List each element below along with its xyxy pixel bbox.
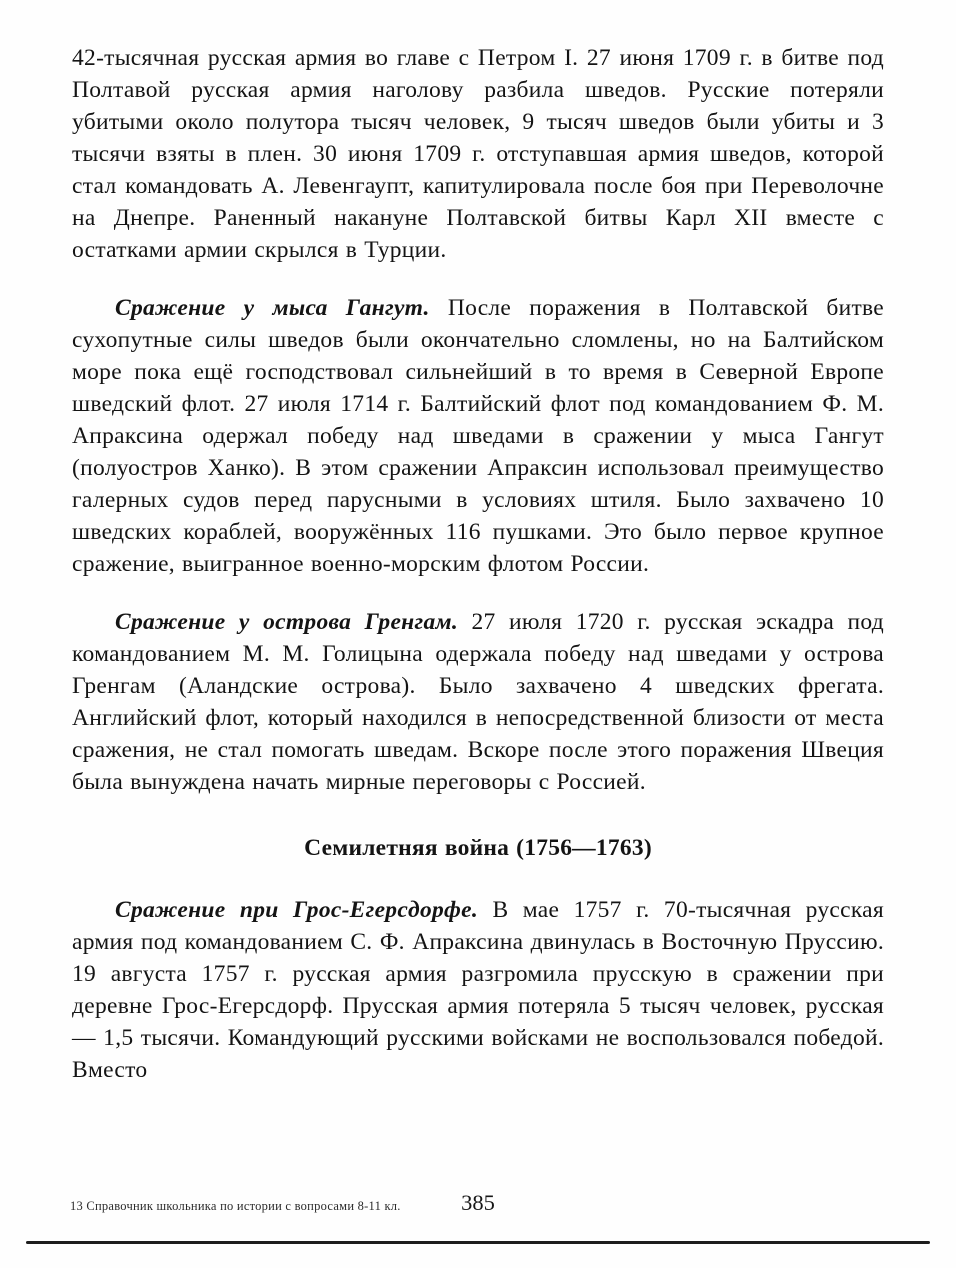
section-heading-seven-years-war: Семилетняя война (1756—1763) — [304, 835, 652, 861]
scan-edge-line — [26, 1241, 930, 1244]
imprint-signature-note: 13 Справочник школьника по истории с вопросами 8-11 кл. — [70, 1199, 401, 1213]
page-number: 385 — [461, 1190, 495, 1215]
paragraph-text: После поражения в Полтавской битве сухопутные силы шведов были окончательно сломлены, но на Балтийском море пока ещё господствовал сильнейший в то время в Северной Европе шведский флот. 27 июля 1714 г. Балтийский флот под командованием Ф. М. Апраксина одержал победу над шведами в сражении у мыса Гангут (полуостров Ханко). В этом сражении Апраксин использовал преимущество галерных судов перед парусными в условиях штиля. Было захвачено 10 шведских кораблей, вооружённых 116 пушками. Это было первое крупное сражение, выигранное военно-морским флотом России. — [72, 295, 884, 577]
paragraph-text: 27 июля 1720 г. русская эскадра под командованием М. М. Голицына одержала победу над шведами у острова Гренгам (Аландские острова). Было захвачено 4 шведских фрегата. Английский флот, который находился в непосредственной близости от места сражения, не стал помогать шведам. Вскоре после этого поражения Швеция была вынуждена начать мирные переговоры с Россией. — [72, 609, 885, 795]
paragraph-poltava-battle — [72, 42, 884, 266]
paragraph-text: В мае 1757 г. 70-тысячная русская армия под командованием С. Ф. Апраксина двинулась в Восточную Пруссию. 19 августа 1757 г. русская армия разгромила прусскую в сражении при деревне Грос-Егерсдорф. Прусская армия потеряла 5 тысяч человек, русская — 1,5 тысячи. Командующий русскими войсками не воспользовался победой. Вместо — [72, 897, 884, 1083]
paragraph-lead-in: Сражение при Грос-Егерсдорфе. — [115, 897, 479, 923]
paragraph-gangut-battle — [72, 292, 884, 580]
paragraph-grengam-battle — [72, 606, 884, 798]
paragraph-text: 42-тысячная русская армия во главе с Петром I. 27 июня 1709 г. в битве под Полтавой русская армия наголову разбила шведов. Русские потеряли убитыми около полутора тысяч человек, 9 тысяч шведов были убиты и 3 тысячи взяты в плен. 30 июня 1709 г. отступавшая армия шведов, которой стал командовать А. Левенгаупт, капитулировала после боя при Переволочне на Днепре. Раненный накануне Полтавской битвы Карл XII вместе с остатками армии скрылся в Турции. — [72, 45, 884, 263]
paragraph-gross-egersdorf-battle — [72, 894, 884, 1086]
paragraph-lead-in: Сражение у острова Гренгам. — [115, 609, 459, 635]
page-text-block — [72, 42, 884, 1112]
page-footer — [0, 1190, 956, 1224]
paragraph-lead-in: Сражение у мыса Гангут. — [115, 295, 430, 321]
